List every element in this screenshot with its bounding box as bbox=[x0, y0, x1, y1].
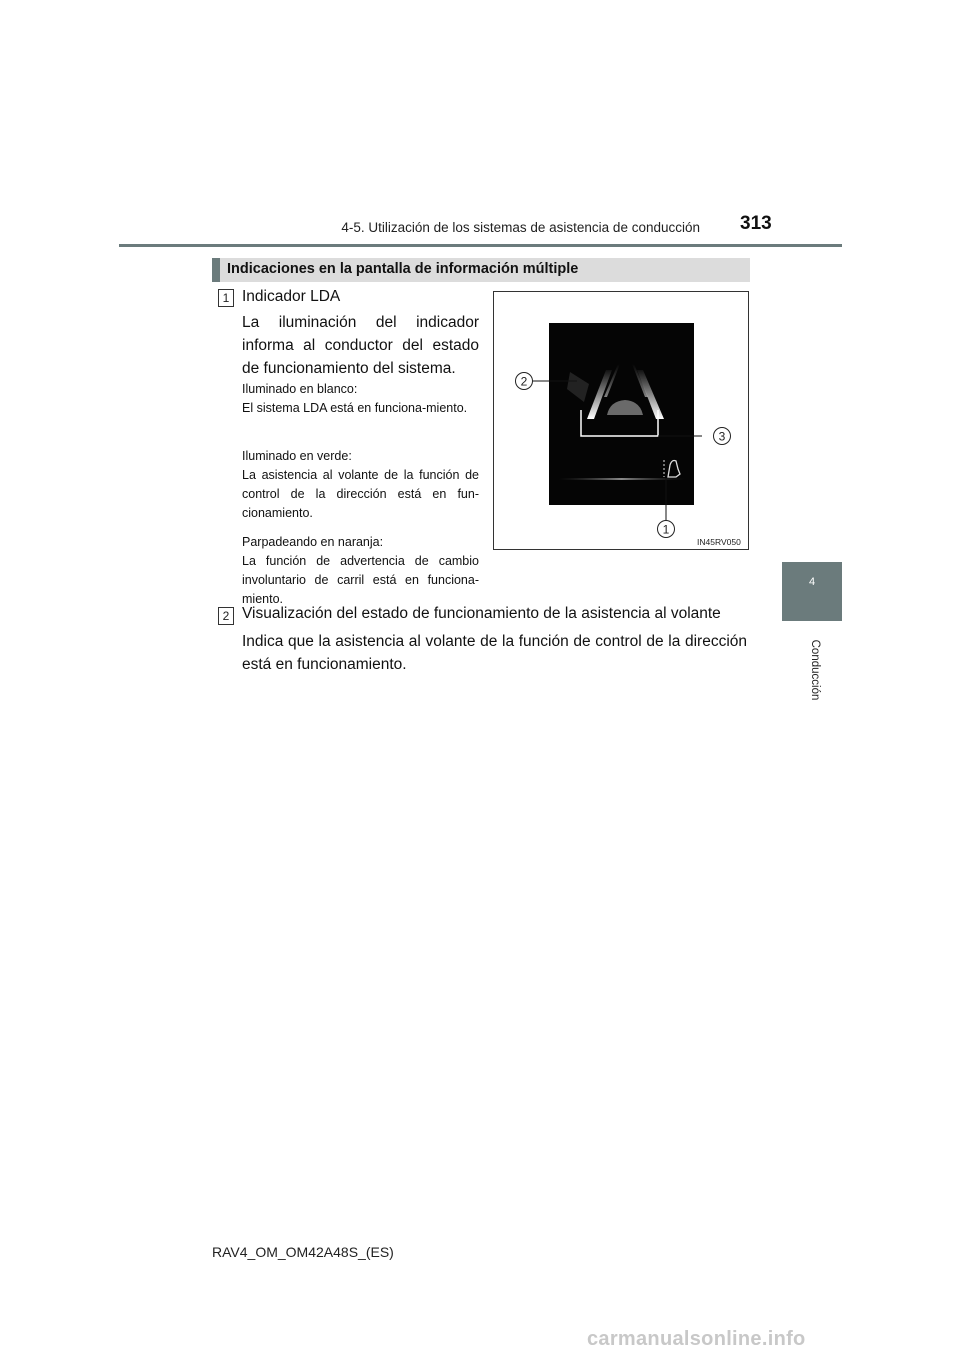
display-horizontal-line bbox=[559, 478, 684, 480]
callout-3-label: 3 bbox=[718, 429, 726, 444]
item-2-description: Indica que la asistencia al volante de la función de control de la dirección está en funcionamiento. bbox=[242, 633, 747, 673]
chapter-tab bbox=[782, 562, 842, 621]
callout-1-label: 1 bbox=[662, 522, 670, 537]
multi-information-display-illustration bbox=[494, 292, 750, 551]
note-text: La asistencia al volante de la función de control de la dirección está en fun-cionamiento. bbox=[242, 468, 479, 520]
page-number: 313 bbox=[740, 213, 772, 234]
callout-2-marker bbox=[516, 373, 533, 390]
section-title: Indicaciones en la pantalla de información múltiple bbox=[227, 261, 579, 277]
item-1-description: La iluminación del indicador informa al conductor del estado de funcionamiento del sistema. bbox=[242, 314, 479, 377]
chapter-number: 4 bbox=[808, 576, 816, 588]
header-rule bbox=[119, 244, 842, 247]
callout-1-marker bbox=[658, 521, 675, 538]
item-1-title: Indicador LDA bbox=[242, 288, 341, 305]
section-heading-accent bbox=[212, 258, 220, 282]
item-1-note-green bbox=[242, 447, 479, 523]
note-heading: Iluminado en verde: bbox=[242, 449, 352, 463]
item-1-note-orange bbox=[242, 533, 479, 609]
callout-3-marker bbox=[714, 428, 731, 445]
footer-document-code: RAV4_OM_OM42A48S_(ES) bbox=[212, 1244, 394, 1260]
item-number-2: 2 bbox=[218, 607, 234, 625]
item-number-1: 1 bbox=[218, 289, 234, 307]
figure-code: IN45RV050 bbox=[697, 537, 741, 547]
note-text: La función de advertencia de cambio involuntario de carril está en funciona-miento. bbox=[242, 554, 479, 606]
note-heading: Iluminado en blanco: bbox=[242, 382, 358, 396]
watermark: carmanualsonline.info bbox=[587, 1328, 806, 1350]
figure-frame bbox=[493, 291, 749, 550]
callout-2-label: 2 bbox=[520, 374, 528, 389]
item-2-title: Visualización del estado de funcionamiento de la asistencia al volante bbox=[242, 605, 721, 622]
header-title: 4-5. Utilización de los sistemas de asistencia de conducción bbox=[341, 220, 700, 235]
note-text: El sistema LDA está en funciona-miento. bbox=[242, 401, 468, 415]
chapter-label: Conducción bbox=[809, 639, 821, 701]
note-heading: Parpadeando en naranja: bbox=[242, 535, 384, 549]
item-1-note-white bbox=[242, 380, 479, 418]
